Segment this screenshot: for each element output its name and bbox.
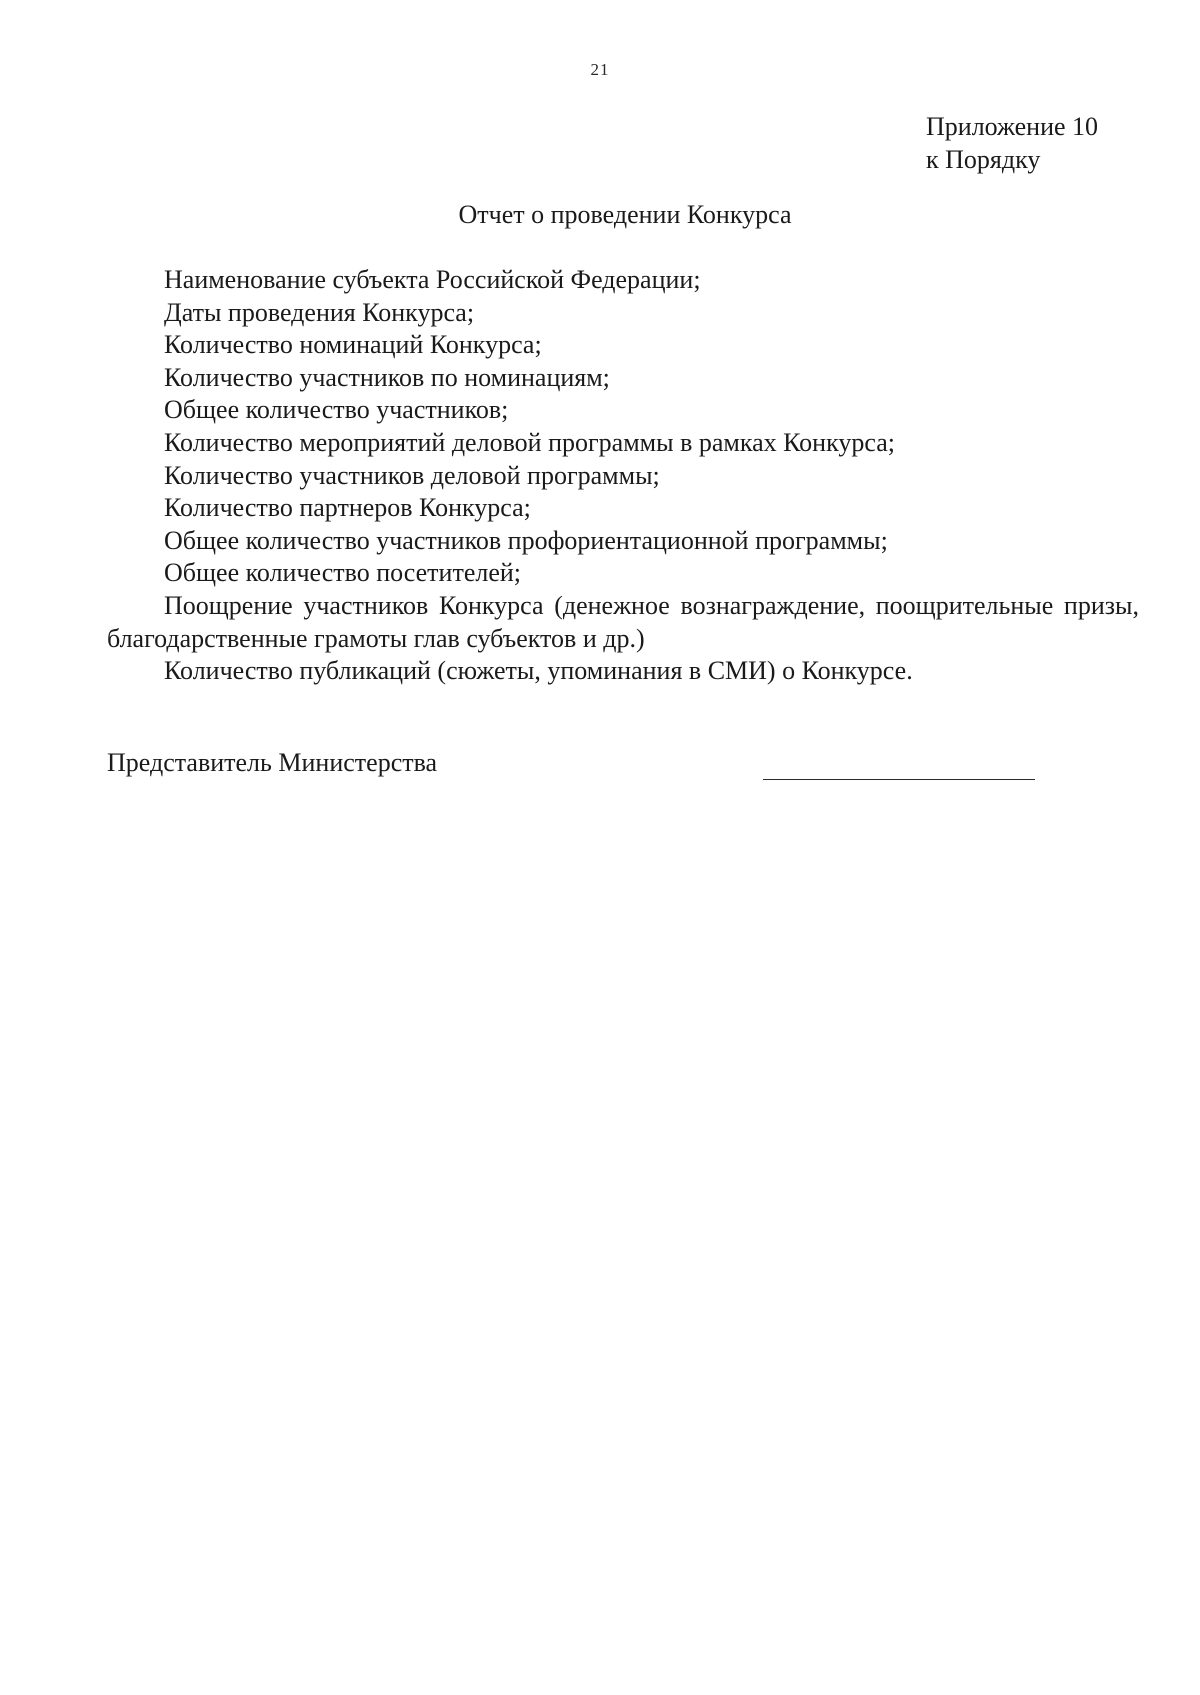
page-number: 21 xyxy=(590,60,610,79)
document-title: Отчет о проведении Конкурса xyxy=(458,200,792,229)
report-item: Общее количество участников профориентационной программы; xyxy=(164,525,888,555)
report-item: Наименование субъекта Российской Федерации; xyxy=(164,265,701,294)
report-item: Количество публикаций (сюжеты, упоминания в СМИ) о Конкурсе. xyxy=(164,656,913,686)
appendix-reference: к Порядку xyxy=(926,145,1041,174)
appendix-header xyxy=(926,110,1098,176)
report-items-list xyxy=(107,264,1139,688)
report-item: Количество мероприятий деловой программы в рамках Конкурса; xyxy=(164,427,895,457)
report-item: Количество партнеров Конкурса; xyxy=(164,493,531,523)
report-item: Количество участников деловой программы; xyxy=(164,460,660,490)
report-item: Даты проведения Конкурса; xyxy=(164,297,475,327)
report-item: Поощрение участников Конкурса (денежное вознаграждение, поощрительные призы, благодарственные грамоты глав субъектов и др.) xyxy=(107,590,1139,653)
report-item: Общее количество участников; xyxy=(164,395,509,425)
report-item: Количество участников по номинациям; xyxy=(164,362,610,392)
report-item: Количество номинаций Конкурса; xyxy=(164,330,542,360)
report-item: Общее количество посетителей; xyxy=(164,558,522,588)
appendix-number: Приложение 10 xyxy=(926,112,1099,141)
signature-line xyxy=(763,779,1035,780)
representative-label: Представитель Министерства xyxy=(107,748,438,777)
